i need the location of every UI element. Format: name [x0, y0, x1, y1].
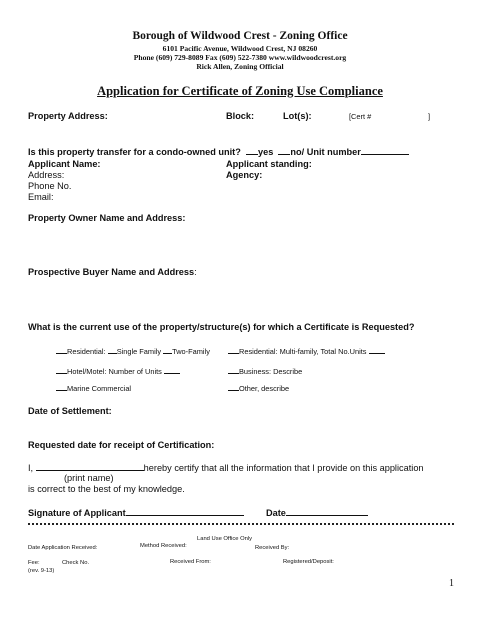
condo-no-blank[interactable]	[278, 145, 290, 155]
applicant-phone-label: Phone No.	[28, 181, 72, 191]
signature-row	[28, 506, 244, 518]
two-family-blank[interactable]	[163, 345, 172, 354]
hotel-label: Hotel/Motel: Number of Units	[67, 367, 162, 376]
fee-label: Fee:	[28, 560, 40, 566]
signature-blank[interactable]	[126, 506, 244, 516]
option-other	[228, 382, 289, 393]
business-label: Business: Describe	[239, 367, 303, 376]
applicant-email-label: Email:	[28, 192, 54, 202]
received-from-label: Received From:	[170, 559, 211, 565]
date-row	[266, 506, 368, 518]
single-family-label: Single Family	[116, 347, 162, 356]
marine-blank[interactable]	[56, 382, 67, 391]
other-label: Other, describe	[239, 384, 290, 393]
business-blank[interactable]	[228, 365, 239, 374]
buyer-label-colon: :	[194, 267, 197, 277]
property-address-label: Property Address:	[28, 111, 108, 121]
owner-label: Property Owner Name and Address:	[28, 213, 186, 223]
residential-label: Residential:	[67, 347, 106, 356]
multi-family-label: Residential: Multi-family, Total No.Units	[239, 347, 367, 356]
office-use-divider	[28, 523, 454, 525]
date-received-label: Date Application Received:	[28, 545, 98, 551]
option-residential-multi	[228, 345, 385, 356]
multi-family-blank[interactable]	[228, 345, 239, 354]
settlement-label: Date of Settlement:	[28, 406, 112, 416]
zoning-official: Rick Allen, Zoning Official	[196, 62, 284, 71]
signature-label: Signature of Applicant	[28, 508, 126, 518]
two-family-label: Two-Family	[172, 347, 210, 356]
applicant-address-label: Address:	[28, 170, 65, 180]
method-received-label: Method Received:	[140, 543, 187, 549]
print-name-blank[interactable]	[36, 461, 144, 471]
block-label: Block:	[226, 111, 255, 121]
print-name-caption: (print name)	[64, 473, 114, 483]
phone-fax-web: Phone (609) 729-8089 Fax (609) 522-7380 www.wildwoodcrest.org	[133, 53, 347, 62]
requested-date-label: Requested date for receipt of Certification:	[28, 440, 215, 450]
date-blank[interactable]	[286, 506, 368, 516]
office-name: Borough of Wildwood Crest - Zoning Office	[132, 30, 348, 42]
hotel-blank[interactable]	[56, 365, 67, 374]
buyer-label	[28, 267, 197, 277]
applicant-name-label: Applicant Name:	[28, 159, 101, 169]
other-blank[interactable]	[228, 382, 239, 391]
agency-label: Agency:	[226, 170, 263, 180]
certify-line	[28, 461, 424, 473]
page-number: 1	[449, 578, 454, 589]
cert-number-label: [Cert #	[349, 112, 372, 121]
date-label: Date	[266, 508, 286, 518]
option-marine	[56, 382, 131, 393]
single-family-blank[interactable]	[108, 345, 117, 354]
condo-question-text: Is this property transfer for a condo-owned unit?	[28, 147, 241, 157]
marine-label: Marine Commercial	[67, 384, 132, 393]
received-by-label: Received By:	[255, 545, 290, 551]
certify-line-2: is correct to the best of my knowledge.	[28, 484, 185, 494]
current-use-question: What is the current use of the property/structure(s) for which a Certificate is Requested?	[28, 322, 415, 332]
revision-label: (rev. 9-13)	[28, 568, 55, 574]
office-contact	[0, 53, 480, 62]
residential-blank[interactable]	[56, 345, 67, 354]
total-units-blank[interactable]	[369, 345, 385, 354]
hotel-units-blank[interactable]	[164, 365, 180, 374]
option-business	[228, 365, 302, 376]
option-hotel	[56, 365, 180, 376]
check-no-label: Check No.	[62, 560, 90, 566]
certify-i: I,	[28, 463, 34, 473]
certify-text: hereby certify that all the information that I provide on this application	[143, 463, 424, 473]
form-title: Application for Certificate of Zoning Use Compliance	[97, 84, 383, 98]
lots-label: Lot(s):	[283, 111, 312, 121]
applicant-standing-label: Applicant standing:	[226, 159, 312, 169]
unit-number-blank[interactable]	[361, 145, 409, 155]
condo-question	[28, 145, 409, 157]
condo-no-label: no/ Unit number	[290, 147, 361, 157]
option-residential-single	[56, 345, 210, 356]
condo-yes-blank[interactable]	[246, 145, 258, 155]
cert-number-close: ]	[428, 112, 431, 121]
office-use-heading: Land Use Office Only	[197, 536, 252, 542]
registered-deposit-label: Registered/Deposit:	[283, 559, 334, 565]
office-address: 6101 Pacific Avenue, Wildwood Crest, NJ 08260	[162, 44, 318, 53]
buyer-label-text: Prospective Buyer Name and Address	[28, 267, 195, 277]
condo-yes-label: yes	[257, 147, 274, 157]
